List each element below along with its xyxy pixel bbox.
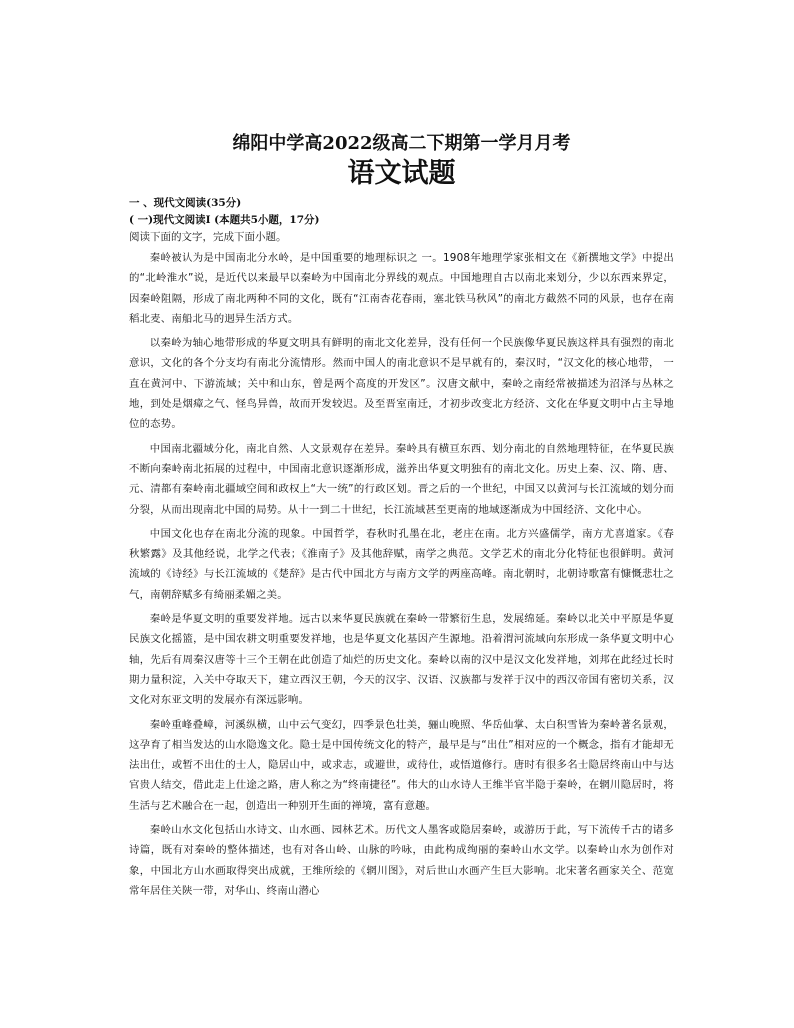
reading-instruction: 阅读下面的文字，完成下面小题。 xyxy=(129,231,287,243)
passage-paragraph-7: 秦岭山水文化包括山水诗文、山水画、园林艺术。历代文人墨客或隐居秦岭，或游历于此，写下流传千古的诸多诗篇，既有对秦岭的整体描述，也有对各山岭、山脉的吟咏，由此构成绚丽的秦岭山水文学。以秦岭山水为创作对象，中国北方山水画取得突出成就，王维所绘的《辋川图》，对后世山水画产生巨大影响。北宋著名画家关仝、范宽常年居住关陕一带，对华山、终南山潜心 xyxy=(129,824,674,897)
section-heading: 一 、现代文阅读(35分) xyxy=(129,197,242,209)
passage-paragraph-3: 中国南北疆域分化，南北自然、人文景观存在差异。秦岭具有横亘东西、划分南北的自然地理特征，在华夏民族不断向秦岭南北拓展的过程中，中国南北意识逐渐形成，滋养出华夏文明独有的南北文化。历史上秦、汉、隋、唐、元、清都有秦岭南北疆域空间和政权上“大一统”的行政区划。晋之后的一个世纪，中国又以黄河与长江流域的划分而分裂，从而出现南北中国的局势。从十一到二十世纪，长江流域甚至更南的地域逐渐成为中国经济、文化中心。 xyxy=(129,442,674,516)
subject-title: 语文试题 xyxy=(347,158,456,189)
passage-paragraph-4: 中国文化也存在南北分流的现象。中国哲学，春秋时孔墨在北，老庄在南。北方兴盛儒学，南方尤喜道家。《春秋繁露》及其他经说，北学之代表；《淮南子》及其他辞赋，南学之典范。文学艺术的南北分化特征也很鲜明。黄河流域的《诗经》与长江流域的《楚辞》是古代中国北方与南方文学的两座高峰。南北朝时，北朝诗歌富有慷慨悲壮之气，南朝辞赋多有绮丽柔媚之美。 xyxy=(129,527,674,601)
section-subheading: ( 一)现代文阅读I (本题共5小题，17分) xyxy=(129,214,320,226)
passage-paragraph-6: 秦岭重峰叠嶂，河溪纵横，山中云气变幻，四季景色壮美，骊山晚照、华岳仙掌、太白积雪皆为秦岭著名景观，这孕育了相当发达的山水隐逸文化。隐士是中国传统文化的特产，最早是与“出仕”相对应的一个概念，指有才能却无法出仕，或暂不出仕的士人，隐居山中，或求志，或避世，或待仕，或悟道修行。唐时有很多名士隐居终南山中与达官贵人结交，借此走上仕途之路，唐人称之为“终南捷径”。伟大的山水诗人王维半官半隐于秦岭，在辋川隐居时，将生活与艺术融合在一起，创造出一种别开生面的禅境，富有意趣。 xyxy=(129,718,674,812)
passage-paragraph-2: 以秦岭为轴心地带形成的华夏文明具有鲜明的南北文化差异，没有任何一个民族像华夏民族这样具有强烈的南北意识，文化的各个分支均有南北分流情形。然而中国人的南北意识不是早就有的，秦汉时，“汉文化的核心地带， 一直在黄河中、下游流域；关中和山东，曾是两个高度的开发区”。汉唐文献中，秦岭之南经常被描述为沼泽与丛林之地，到处是烟瘴之气、怪鸟异兽，故而开发较迟。及至晋室南迁，才初步改变北方经济、文化在华夏文明中占主导地位的态势。 xyxy=(129,337,674,431)
page-content xyxy=(129,133,674,905)
exam-title: 绵阳中学高2022级高二下期第一学月月考 xyxy=(232,133,571,154)
passage-paragraph-5: 秦岭是华夏文明的重要发祥地。远古以来华夏民族就在秦岭一带繁衍生息，发展绵延。秦岭以北关中平原是华夏民族文化摇篮，是中国农耕文明重要发祥地，也是华夏文化基因产生源地。沿着渭河流域向东形成一条华夏文明中心轴，先后有周秦汉唐等十三个王朝在此创造了灿烂的历史文化。秦岭以南的汉中是汉文化发祥地，刘邦在此经过长时期力量积淀，入关中夺取天下，建立西汉王朝，今天的汉字、汉语、汉族都与发祥于汉中的西汉帝国有密切关系，汉文化对东亚文明的发展亦有深远影响。 xyxy=(129,613,674,707)
passage-paragraph-1: 秦岭被认为是中国南北分水岭，是中国重要的地理标识之 一。1908年地理学家张相文在《新撰地文学》中提出的“北岭淮水”说，是近代以来最早以秦岭为中国南北分界线的观点。中国地理自古以南北来划分，少以东西来界定，因秦岭阻隔，形成了南北两种不同的文化，既有“江南杏花春雨，塞北铁马秋风”的南北方截然不同的风景，也存在南稻北麦、南船北马的迥异生活方式。 xyxy=(129,252,674,325)
